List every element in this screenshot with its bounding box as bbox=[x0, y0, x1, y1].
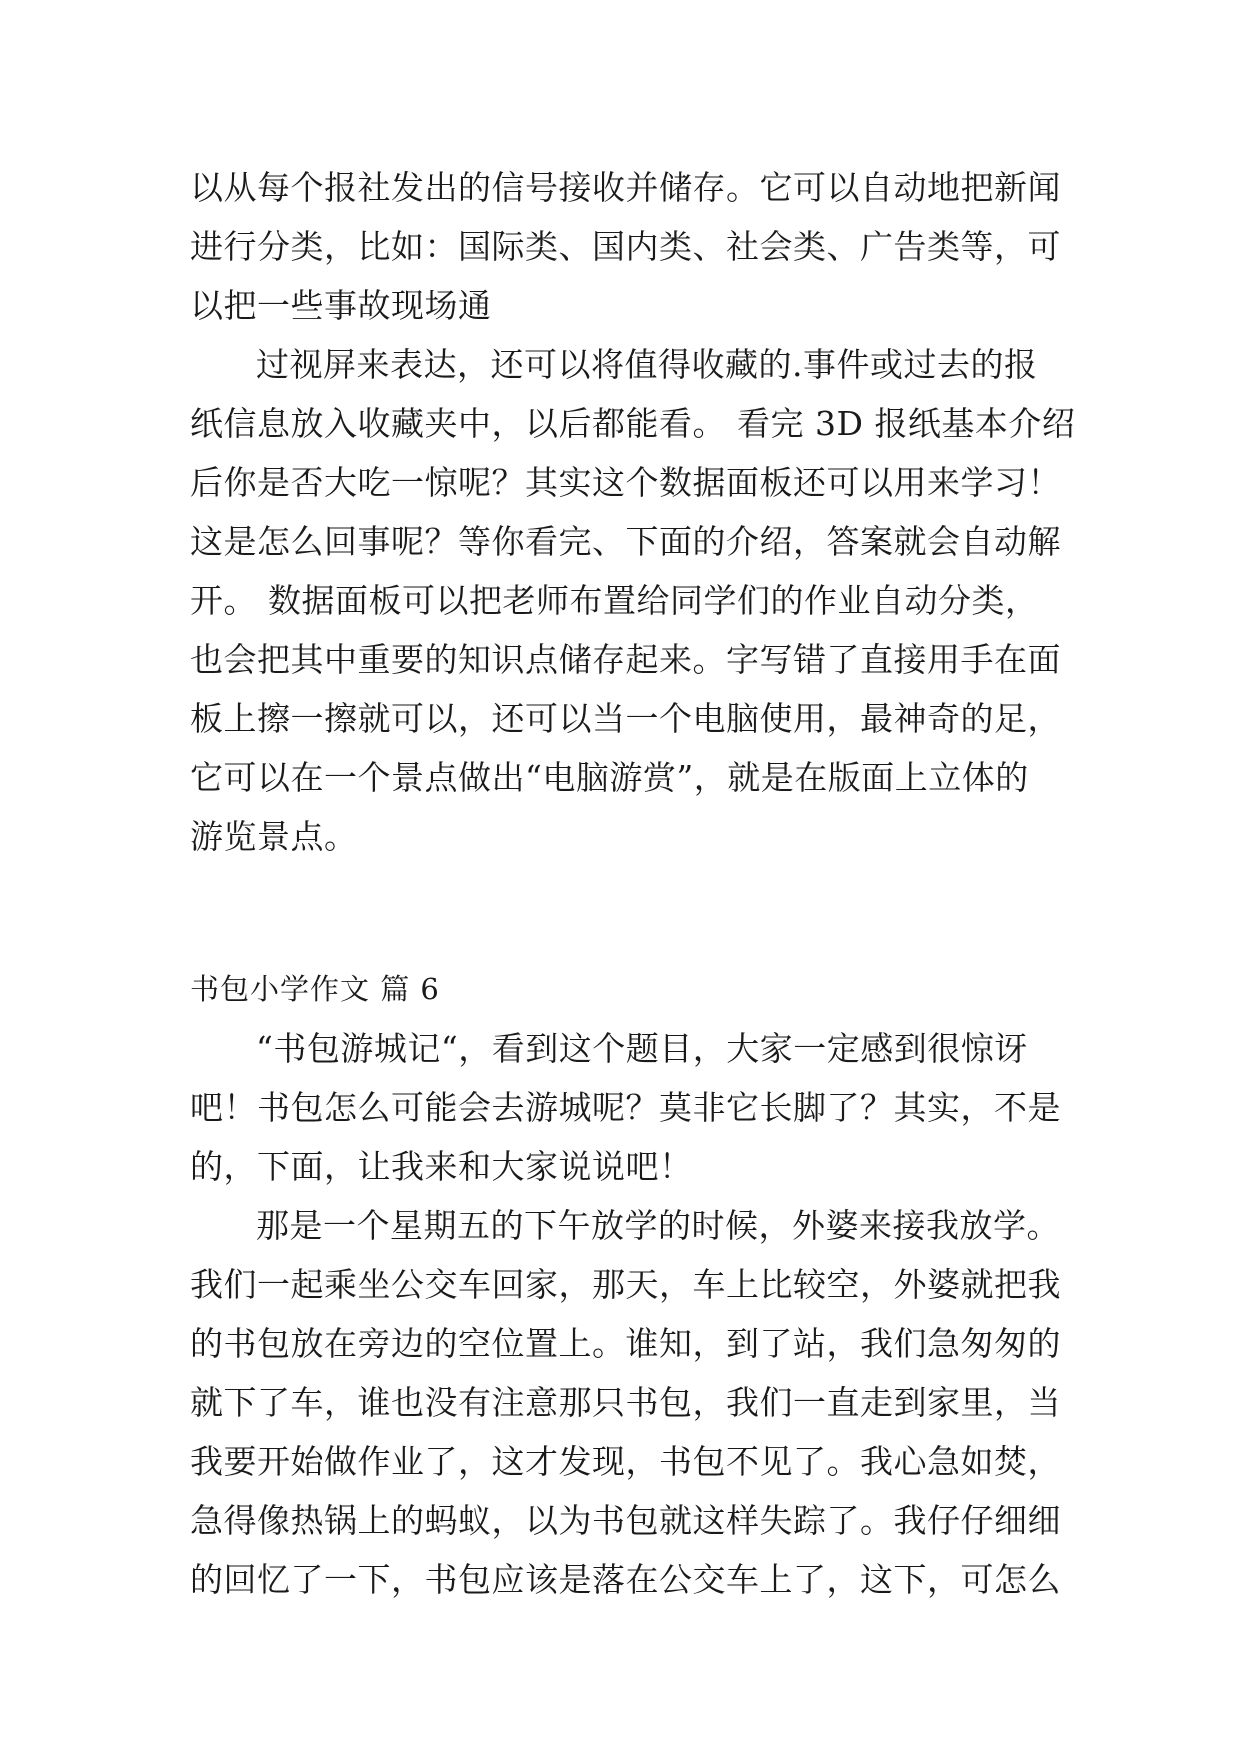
paragraph-line: 急得像热锅上的蚂蚁，以为书包就这样失踪了。我仔仔细细 bbox=[190, 1501, 1061, 1540]
paragraph-line: 也会把其中重要的知识点储存起来。字写错了直接用手在面 bbox=[190, 640, 1061, 679]
paragraph-line: 我要开始做作业了，这才发现，书包不见了。我心急如焚， bbox=[190, 1442, 1061, 1481]
paragraph-line: 它可以在一个景点做出“电脑游赏”，就是在版面上立体的 bbox=[190, 758, 1029, 797]
paragraph-line: 以从每个报社发出的信号接收并储存。它可以自动地把新闻 bbox=[190, 168, 1061, 207]
paragraph-line: 的书包放在旁边的空位置上。谁知，到了站，我们急匆匆的 bbox=[190, 1324, 1061, 1363]
paragraph-line: 纸信息放入收藏夹中，以后都能看。 看完 3D 报纸基本介绍 bbox=[190, 404, 1076, 443]
section-heading: 书包小学作文 篇 6 bbox=[190, 972, 440, 1006]
paragraph-line: 的，下面，让我来和大家说说吧！ bbox=[190, 1147, 693, 1186]
paragraph-line: 开。 数据面板可以把老师布置给同学们的作业自动分类， bbox=[190, 581, 1039, 620]
paragraph-line: 后你是否大吃一惊呢？其实这个数据面板还可以用来学习！ bbox=[190, 463, 1061, 502]
paragraph-line: “书包游城记“，看到这个题目，大家一定感到很惊讶 bbox=[256, 1029, 1028, 1068]
section-spacer bbox=[190, 866, 1070, 960]
paragraph-line: 吧！书包怎么可能会去游城呢？莫非它长脚了？其实，不是 bbox=[190, 1088, 1061, 1127]
paragraph-line: 以把一些事故现场通 bbox=[190, 286, 492, 325]
paragraph-line: 游览景点。 bbox=[190, 817, 358, 856]
paragraph-line: 过视屏来表达，还可以将值得收藏的.事件或过去的报 bbox=[256, 345, 1038, 384]
paragraph-line: 板上擦一擦就可以，还可以当一个电脑使用，最神奇的足， bbox=[190, 699, 1061, 738]
paragraph-line: 那是一个星期五的下午放学的时候，外婆来接我放学。 bbox=[256, 1206, 1060, 1245]
paragraph-line: 就下了车，谁也没有注意那只书包，我们一直走到家里，当 bbox=[190, 1383, 1061, 1422]
paragraph-line: 我们一起乘坐公交车回家，那天，车上比较空，外婆就把我 bbox=[190, 1265, 1061, 1304]
document-body bbox=[190, 158, 1076, 1609]
paragraph-line: 的回忆了一下，书包应该是落在公交车上了，这下，可怎么 bbox=[190, 1560, 1061, 1599]
paragraph-line: 这是怎么回事呢？等你看完、下面的介绍，答案就会自动解 bbox=[190, 522, 1061, 561]
paragraph-line: 进行分类，比如：国际类、国内类、社会类、广告类等，可 bbox=[190, 227, 1061, 266]
